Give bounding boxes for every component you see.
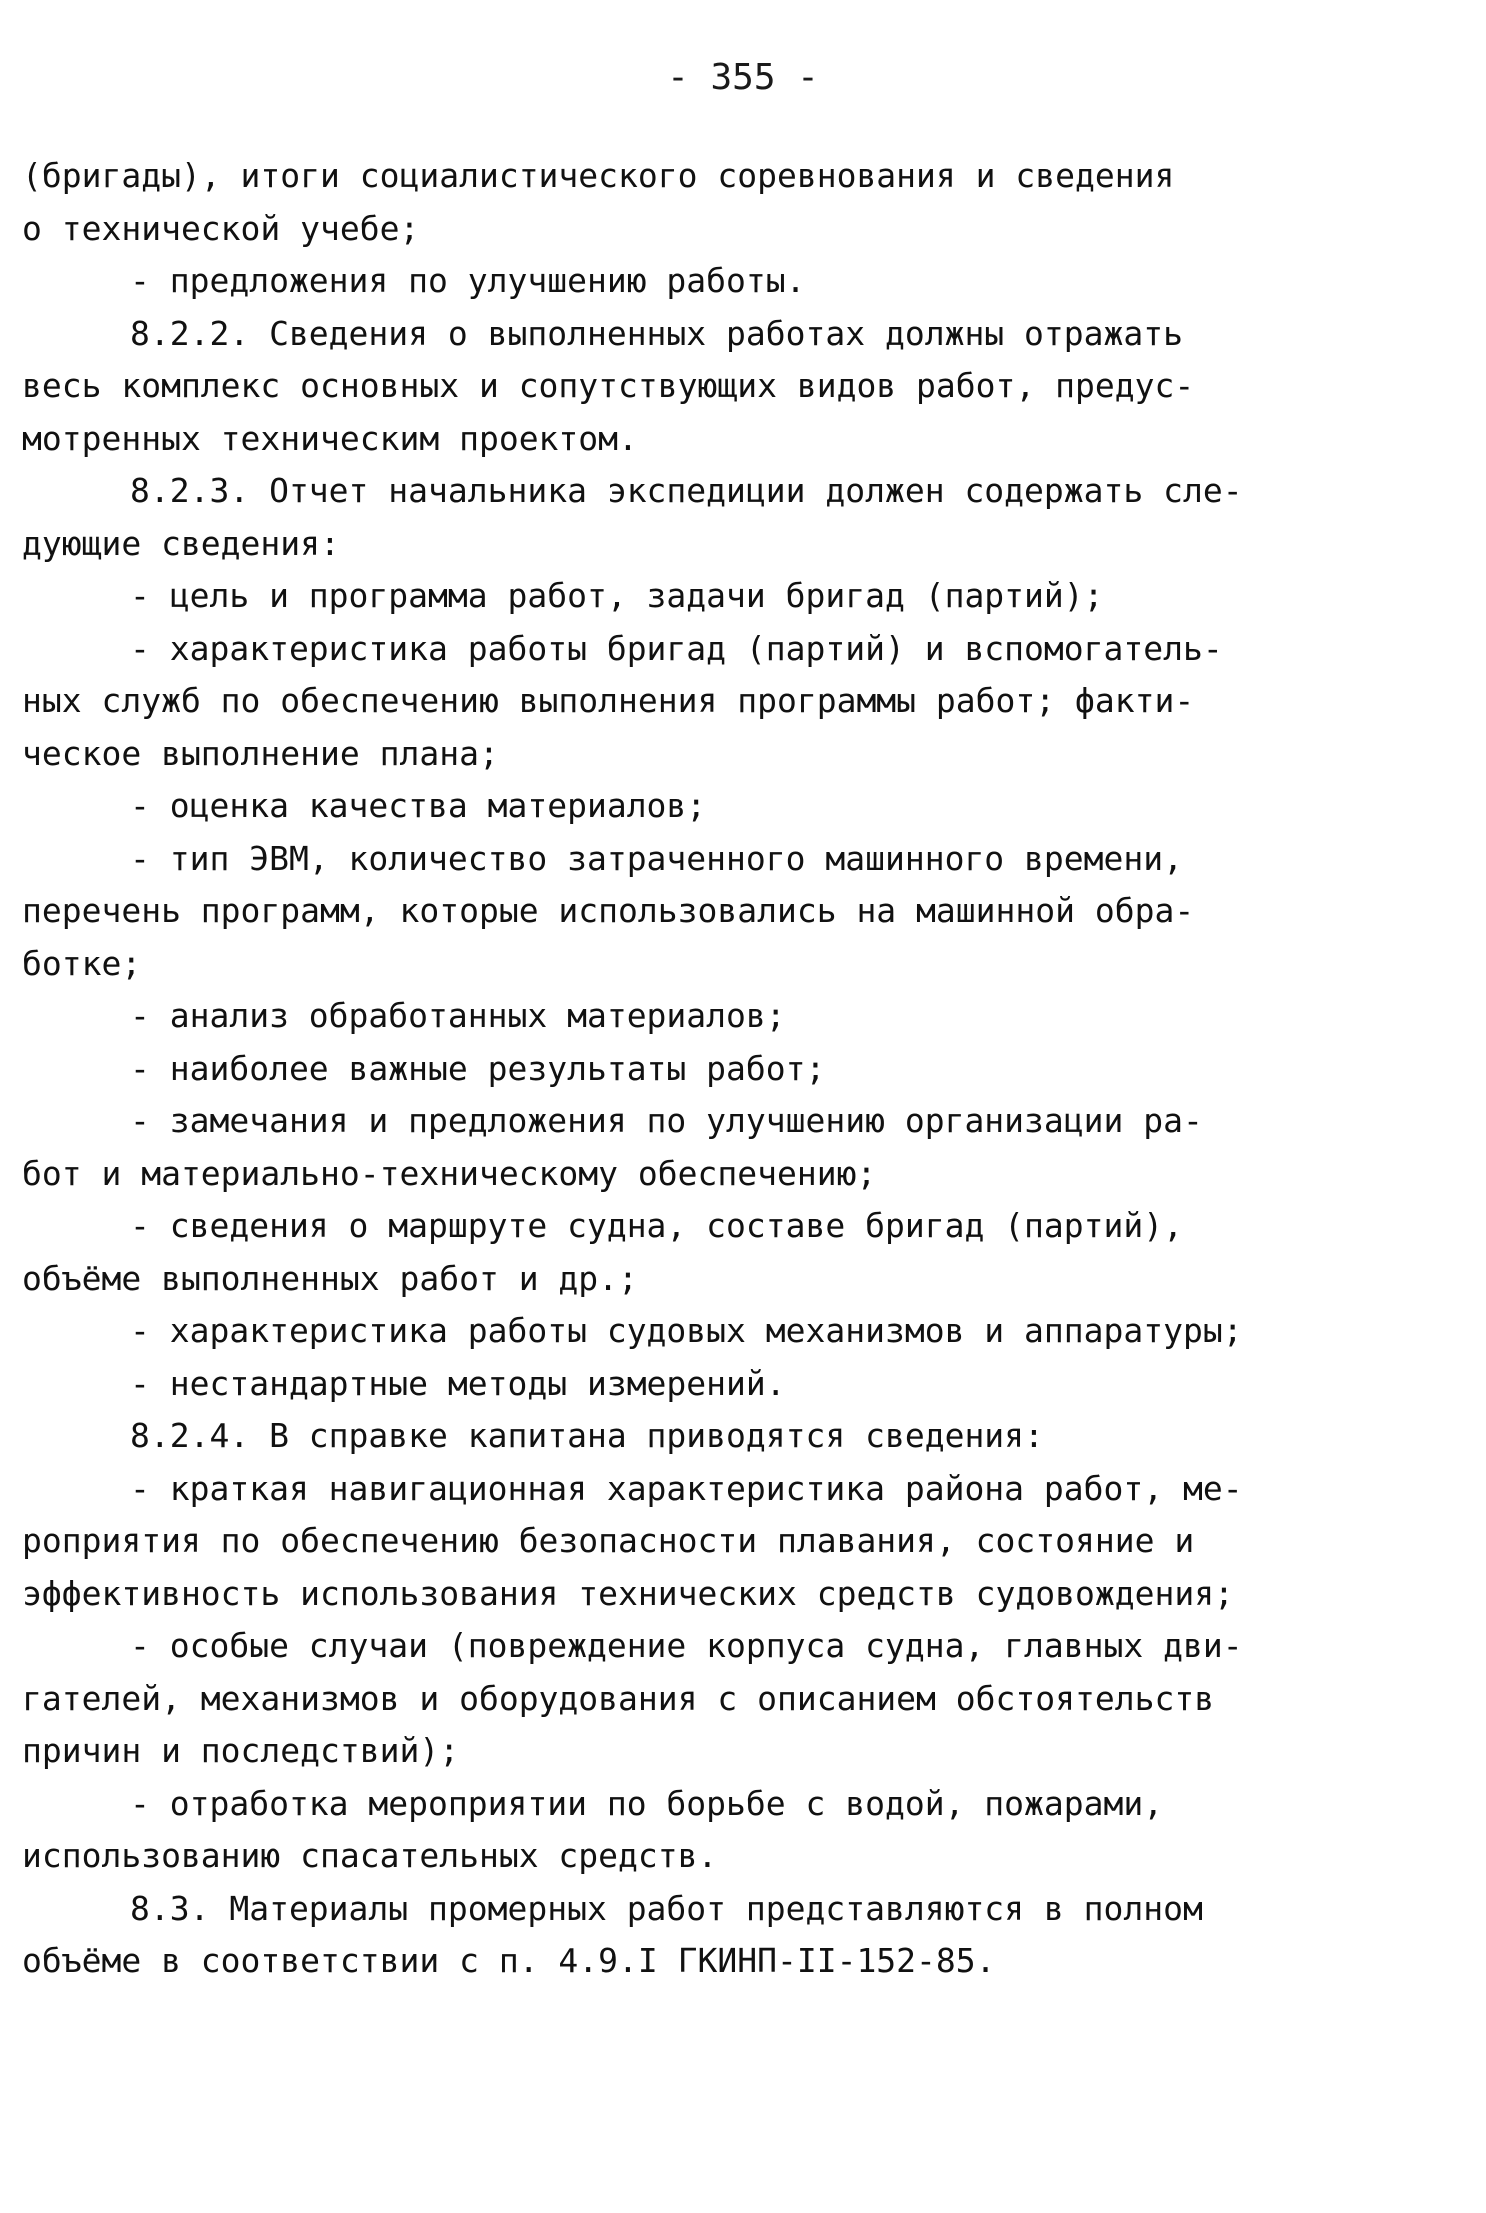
text-line: - характеристика работы бригад (партий) и вспомогатель- xyxy=(130,628,1223,668)
text-line: ботке; xyxy=(22,943,142,983)
text-line: бот и материально-техническому обеспечению; xyxy=(22,1153,877,1193)
text-line: - наиболее важные результаты работ; xyxy=(130,1048,826,1088)
text-line: объёме в соответствии с п. 4.9.I ГКИНП-II-152-85. xyxy=(22,1941,996,1980)
text-line: - характеристика работы судовых механизмов и аппаратуры; xyxy=(130,1311,1243,1350)
text-line: 8.3. Материалы промерных работ представляются в полном xyxy=(130,1888,1203,1928)
text-line: эффективность использования технических средств судовождения; xyxy=(22,1573,1234,1613)
text-line: весь комплекс основных и сопутствующих видов работ, предус- xyxy=(22,366,1195,405)
text-line: - нестандартные методы измерений. xyxy=(130,1363,786,1403)
text-line: - цель и программа работ, задачи бригад (партий); xyxy=(130,576,1104,615)
text-line: (бригады), итоги социалистического соревнования и сведения xyxy=(22,156,1175,195)
text-line: - особые случаи (повреждение корпуса судна, главных дви- xyxy=(130,1626,1243,1665)
text-line: - краткая навигационная характеристика района работ, ме- xyxy=(130,1468,1243,1508)
text-line: ческое выполнение плана; xyxy=(22,733,499,773)
text-line: мотренных техническим проектом. xyxy=(22,418,638,458)
text-line: 8.2.4. В справке капитана приводятся сведения: xyxy=(130,1416,1044,1455)
text-line: ных служб по обеспечению выполнения программы работ; факти- xyxy=(22,681,1195,720)
text-line: - предложения по улучшению работы. xyxy=(130,261,806,300)
text-line: роприятия по обеспечению безопасности плавания, состояние и xyxy=(22,1521,1195,1560)
text-line: использованию спасательных средств. xyxy=(22,1836,718,1875)
text-line: дующие сведения: xyxy=(22,523,340,563)
text-line: - тип ЭВМ, количество затраченного машинного времени, xyxy=(130,838,1183,878)
text-line: - отработка мероприятии по борьбе с водой, пожарами, xyxy=(130,1783,1164,1823)
page-number: - 355 - xyxy=(667,57,819,98)
text-line: о технической учебе; xyxy=(22,208,420,248)
text-body xyxy=(22,150,1352,1988)
text-line: - оценка качества материалов; xyxy=(130,786,707,825)
text-line: - замечания и предложения по улучшению организации ра- xyxy=(130,1101,1203,1140)
text-line: гателей, механизмов и оборудования с описанием обстоятельств xyxy=(22,1678,1215,1718)
text-line: - анализ обработанных материалов; xyxy=(130,996,786,1035)
text-line: причин и последствий); xyxy=(22,1731,460,1770)
text-line: - сведения о маршруте судна, составе бригад (партий), xyxy=(130,1206,1183,1245)
text-line: 8.2.2. Сведения о выполненных работах должны отражать xyxy=(130,313,1183,353)
text-line: объёме выполненных работ и др.; xyxy=(22,1258,638,1298)
text-line: перечень программ, которые использовались на машинной обра- xyxy=(22,891,1195,930)
text-line: 8.2.3. Отчет начальника экспедиции должен содержать сле- xyxy=(130,471,1243,510)
